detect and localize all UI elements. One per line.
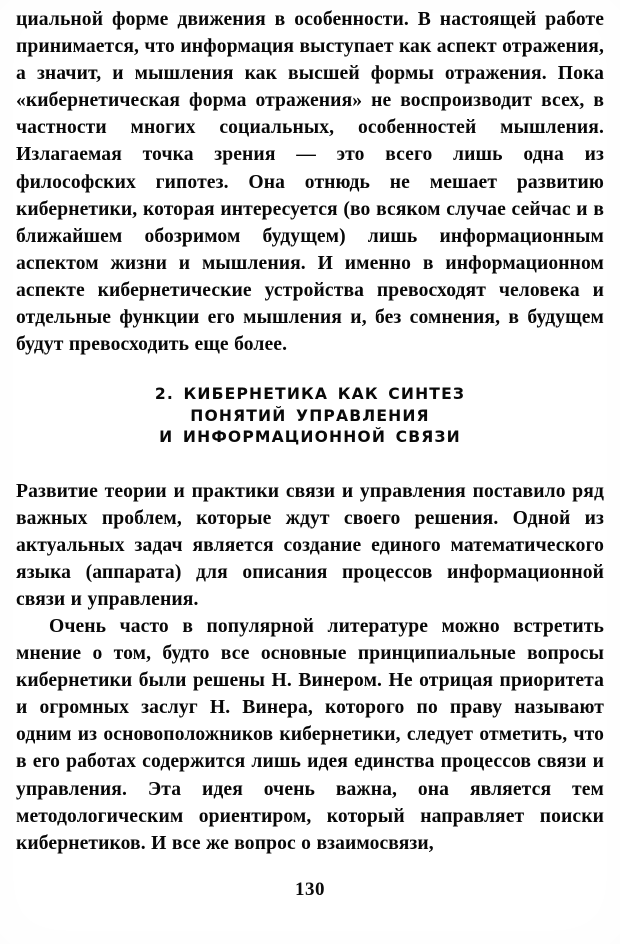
paragraph-block-continuation: [16, 6, 604, 358]
paragraph-block-section-opening: [16, 478, 604, 613]
page-number: 130: [295, 879, 325, 900]
body-paragraph-3: Очень часто в популярной литературе можно встретить мнение о том, будто все основные принципиальные вопросы кибернетики были решены Н. Винером. Не отрицая приоритета и огромных заслуг Н. Винера, которого по праву называют одним из основоположников кибернетики, следует отметить, что в его работах содержится лишь идея единства процессов связи и управления. Эта идея очень важна, она является тем методологическим ориентиром, который направляет поиски кибернетиков. И все же вопрос о взаимосвязи,: [16, 616, 604, 854]
body-paragraph-1: циальной форме движения в особенности. В настоящей работе принимается, что информация выступает как аспект отражения, а значит, и мышления как высшей формы отражения. Пока «кибернетическая форма отражения» не воспроизводит всех, в частности многих социальных, особенностей мышления. Излагаемая точка зрения — это всего лишь одна из философских гипотез. Она отнюдь не мешает развитию кибернетики, которая интересуется (во всяком случае сейчас и в ближайшем обозримом будущем) лишь информационным аспектом жизни и мышления. И именно в информационном аспекте кибернетические устройства превосходят человека и отдельные функции его мышления и, без сомнения, в будущем будут превосходить еще более.: [16, 9, 604, 356]
section-heading-line-3: И ИНФОРМАЦИОННОЙ СВЯЗИ: [159, 428, 461, 446]
section-heading-line-1: 2. КИБЕРНЕТИКА КАК СИНТЕЗ: [154, 385, 466, 403]
section-heading-line-2: ПОНЯТИЙ УПРАВЛЕНИЯ: [190, 406, 430, 425]
paragraph-block-section-second: [16, 613, 604, 857]
body-paragraph-2: Развитие теории и практики связи и управления поставило ряд важных проблем, которые ждут своего решения. Одной из актуальных задач является создание единого математического языка (аппарата) для описания процессов информационной связи и управления.: [16, 481, 604, 611]
section-heading: [16, 384, 604, 449]
